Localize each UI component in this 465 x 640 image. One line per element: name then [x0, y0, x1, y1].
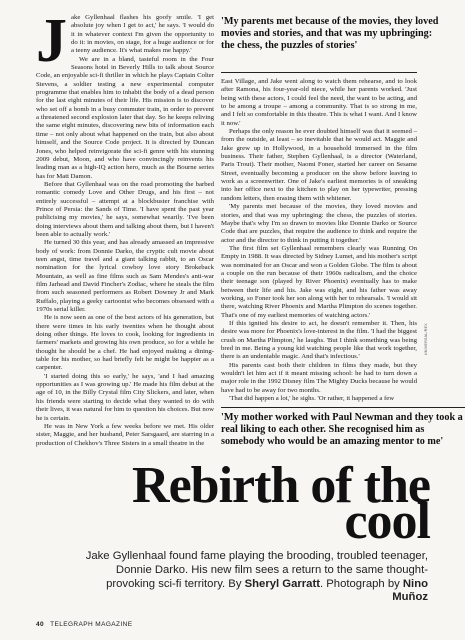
pull-quote-top: 'My parents met because of the movies, they loved movies and stories, and that was my upbringing: the chess, the puzzles of stories' [221, 16, 439, 51]
body-paragraph: Before that Gyllenhaal was on the road promoting the barbed romantic comedy Love and Other Drugs, and his first – not entirely successful – attempt at a blockbuster franchise with Prince of Persia: the Sands of Time. 'I have spent the past year publicising my movies,' he says, somewhat wearily. 'I've been doing interviews about them and talking about them, but I haven't been able to actually work.' [36, 180, 214, 238]
photographer-name: Nino Muñoz [392, 577, 428, 604]
drop-cap: J [36, 7, 67, 75]
headline: Rebirth of the cool [132, 457, 430, 550]
body-paragraph: He was in New York a few weeks before we met. His older sister, Maggie, and her husband, Peter Sarsgaard, are starring in a production of Chekhov's Three Sisters in a small theatre in the [36, 422, 214, 447]
publication-name: TELEGRAPH MAGAZINE [50, 621, 133, 628]
page-number: 40 [36, 621, 45, 628]
body-paragraph: Perhaps the only reason he ever doubted himself was that it seemed – from the outside, at least – so inevitable that he would act. Maggie and Jake grew up in Hollywood, in a household immersed in the film business. Their father, Stephen Gyllenhaal, is a director (Waterland, Paris Trout). Their mother, Naomi Foner, started her career on Sesame Street, eventually becoming a producer on the show before leaving to work as a screenwriter. One of Jake's earliest memories is of sneaking into her office next to the kitchen to play on her typewriter, pressing random letters, then erasing them with whitener. [221, 128, 417, 202]
photo-label: . Photograph by [319, 577, 403, 590]
author-name: Sheryl Garratt [244, 577, 320, 590]
pull-quote-rule [221, 407, 465, 408]
body-paragraph: 'That did happen a lot,' he sighs. 'Or rather, it happened a few [229, 395, 395, 403]
article-column-right [221, 78, 417, 403]
pull-quote-rule [221, 72, 417, 73]
body-paragraph: The first film set Gyllenhaal remembers clearly was Running On Empty in 1988. It was directed by Sidney Lumet, and his mother's script was nominated for an Oscar and won a Golden Globe. The film is about a couple on the run because of their 1960s radicalism, and the choice their teenage son (played by River Phoenix) eventually has to make between their life and his. Jake was eight, and his father was away working, so Foner took her son along with her to rehearsals. 'I would sit there, watching River Phoenix and Martha Plimpton do scenes together. That's one of my earliest memories of watching actors.' [221, 244, 417, 319]
body-paragraph: 'I started doing this so early,' he says, 'and I had amazing opportunities as I was growing up.' He made his film debut at the age of 10, in the Billy Crystal film City Slickers, and later, when his friends were starting to decide what they wanted to do with their lives, it was natural for him to question his choices. But now he is certain. [36, 372, 214, 422]
page-footer [36, 621, 436, 628]
photo-credit: UNIVERSAL/REX [424, 323, 428, 355]
body-paragraph: ake Gyllenhaal flashes his goofy smile. 'I get absolute joy when I get to act,' he says. 'I would do it in whatever context I'm given the opportunity to do it: in movies, on stage, for a huge audience or for a teeny audience. It's what makes me happy.' [71, 14, 214, 55]
body-paragraph: We are in a bland, tasteful room in the Four Seasons hotel in Beverly Hills to talk about Source Code, an enjoyable sci-fi thriller in which he plays Captain Colter Stevens, a soldier testing a new experimental computer programme that enables him to inhabit the body of a dead person for the last eight minutes of their life. His mission is to discover who set off a bomb in a busy commuter train, in order to prevent a threatened second explosion later that day. So he keeps reliving the same eight minutes, discovering new bits of information each time – not only about what happened on the train, but also about himself, and the Source Code project. It is directed by Duncan Jones, who helped reinvigorate the sci-fi genre with his stunning 2009 debut, Moon, and who have convincingly reinvents his leading man as a high-IQ action hero, much as the Bourne series has for Matt Damon. [36, 55, 214, 180]
body-paragraph: He turned 30 this year, and has already amassed an impressive body of work: from Donnie Darko, the cryptic cult movie about teen angst, time travel and a giant talking rabbit, to an Oscar nomination for the lyrical cowboy love story Brokeback Mountain, as well as fine films such as Sam Mendes's anti-war film Jarhead and David Fincher's Zodiac, where he steals the film from such seasoned performers as Robert Downey Jr and Mark Ruffalo, playing a geeky cartoonist who becomes obsessed with a 1970s serial killer. [36, 239, 214, 314]
body-paragraph: He is now seen as one of the best actors of his generation, but there were times in his early twenties when he thought about doing other things. He loves to cook, looking for ingredients in farmers' markets and growing his own produce, so for a while he thought he should be a chef. He had enjoyed making a dining-table for his mother, so had briefly felt he might be happier as a carpenter. [36, 314, 214, 372]
standfirst-text: Jake Gyllenhaal found fame playing the brooding, troubled teenager, Donnie Darko. His new film sees a return to the same thought-provoking sci-fi territory. By [85, 550, 428, 590]
body-paragraph: If this ignited his desire to act, he doesn't remember it. Then, his desire was more for Phoenix's love-interest in the film. 'I had the biggest crush on Martha Plimpton,' he laughs. 'But I think something was being bred in me. Being a young kid watching people like that work together, there is an undeniable magic. And that's infectious.' [221, 319, 417, 361]
pull-quote-bottom: 'My mother worked with Paul Newman and they took a real liking to each other. She recognised him as somebody who would be an amazing mentor to me' [221, 412, 463, 447]
standfirst [70, 550, 428, 605]
body-paragraph: His parents cast both their children in films they made, but they wouldn't let him act if it meant missing school: he had to turn down a major role in the 1992 Disney film The Mighty Ducks because he would have had to be away for two months. [221, 361, 417, 394]
article-column-left [36, 7, 214, 448]
body-paragraph: 'My parents met because of the movies, they loved movies and stories, and that was my upbringing: the chess, the puzzles of stories. Maybe that's why I'm so drawn to movies like Donnie Darko or Source Code that are puzzles, that require the audience to think and require the actor and the director to think in putting it together.' [221, 203, 417, 244]
body-paragraph: East Village, and Jake went along to watch them rehearse, and to look after Ramona, his four-year-old niece, while her parents worked. 'Just being with these actors, I could feel the need, the want to be acting, and to be among a troupe – among a community. That is so strong in me, and I felt so comfortable in this theatre. This is what I want. And I know it now.' [221, 78, 417, 127]
